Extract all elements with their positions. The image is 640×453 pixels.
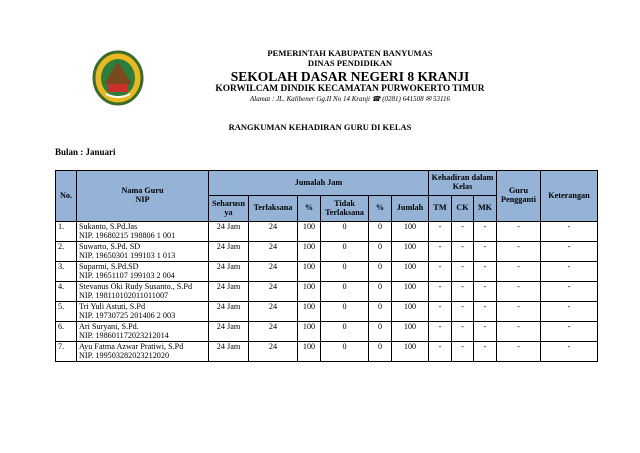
- cell-tm: -: [429, 222, 452, 242]
- cell-jumlah: 100: [392, 222, 429, 242]
- cell-guru: -: [497, 322, 541, 342]
- cell-tidak: 0: [321, 282, 369, 302]
- cell-tidak: 0: [321, 242, 369, 262]
- table-row: [56, 282, 598, 302]
- cell-jumlah: 100: [392, 342, 429, 362]
- cell-tidak: 0: [321, 262, 369, 282]
- attendance-table: [55, 170, 598, 362]
- cell-no: 7.: [56, 342, 77, 362]
- teacher-name: Suparmi, S.Pd.SD: [79, 262, 139, 271]
- dept-name: DINAS PENDIDIKAN: [307, 57, 393, 68]
- cell-pct2: 0: [369, 342, 392, 362]
- cell-ket: -: [541, 302, 598, 322]
- cell-ck: -: [452, 222, 474, 242]
- cell-pct1: 100: [298, 322, 321, 342]
- cell-terlaksana: 24: [249, 302, 298, 322]
- cell-jumlah: 100: [392, 322, 429, 342]
- cell-seharusnya: 24 Jam: [209, 322, 249, 342]
- cell-ck: -: [452, 262, 474, 282]
- table-row: [56, 262, 598, 282]
- cell-no: 4.: [56, 282, 77, 302]
- cell-guru: -: [497, 342, 541, 362]
- cell-tm: -: [429, 242, 452, 262]
- teacher-name: Ari Suryani, S.Pd.: [79, 322, 139, 331]
- cell-mk: -: [474, 322, 497, 342]
- cell-tidak: 0: [321, 222, 369, 242]
- teacher-nip: NIP. 19651107 199103 2 004: [79, 271, 175, 281]
- cell-ket: -: [541, 342, 598, 362]
- cell-tm: -: [429, 302, 452, 322]
- cell-no: 3.: [56, 262, 77, 282]
- cell-terlaksana: 24: [249, 222, 298, 242]
- col-no: No.: [56, 171, 77, 222]
- table-row: [56, 242, 598, 262]
- cell-no: 6.: [56, 322, 77, 342]
- table-row: [56, 302, 598, 322]
- cell-jumlah: 100: [392, 282, 429, 302]
- teacher-name: Tri Yuli Astuti, S.Pd: [79, 302, 146, 311]
- cell-nama: [77, 342, 209, 362]
- cell-nama: [77, 242, 209, 262]
- col-kehadiran: Kehadiran dalam Kelas: [429, 171, 497, 196]
- cell-ket: -: [541, 242, 598, 262]
- report-title: RANGKUMAN KEHADIRAN GURU DI KELAS: [228, 122, 412, 132]
- cell-nama: [77, 262, 209, 282]
- col-tidak-terlaksana: Tidak Terlaksana: [321, 196, 369, 222]
- address: Alamat : JL. Kalibener Gg.II No 14 Kranji ☎ (0281) 641508 ✉ 53116: [250, 95, 450, 104]
- cell-terlaksana: 24: [249, 322, 298, 342]
- col-seharusnya: Seharusnya: [209, 196, 249, 222]
- table-row: [56, 222, 598, 242]
- cell-pct2: 0: [369, 242, 392, 262]
- cell-ck: -: [452, 242, 474, 262]
- cell-seharusnya: 24 Jam: [209, 222, 249, 242]
- letterhead: [200, 49, 500, 103]
- cell-ck: -: [452, 282, 474, 302]
- cell-terlaksana: 24: [249, 262, 298, 282]
- col-jumlah-jam: Jumalah Jam: [209, 171, 429, 196]
- teacher-nip: NIP. 19730725 201406 2 003: [79, 311, 176, 321]
- cell-guru: -: [497, 262, 541, 282]
- teacher-nip: NIP. 199503282023212020: [79, 351, 170, 361]
- cell-guru: -: [497, 282, 541, 302]
- cell-pct2: 0: [369, 262, 392, 282]
- korwilcam-name: KORWILCAM DINDIK KECAMATAN PURWOKERTO TIMUR: [215, 84, 485, 95]
- teacher-nip: NIP. 19680215 198806 1 001: [79, 231, 176, 241]
- cell-seharusnya: 24 Jam: [209, 262, 249, 282]
- col-nama-label: Nama Guru: [121, 186, 164, 196]
- cell-tm: -: [429, 282, 452, 302]
- cell-guru: -: [497, 242, 541, 262]
- cell-seharusnya: 24 Jam: [209, 342, 249, 362]
- cell-pct1: 100: [298, 302, 321, 322]
- col-pct2: %: [369, 196, 392, 222]
- col-keterangan: Keterangan: [541, 171, 598, 222]
- cell-tm: -: [429, 262, 452, 282]
- teacher-name: Stevanus Oki Rudy Susanto., S.Pd: [79, 282, 193, 291]
- cell-no: 2.: [56, 242, 77, 262]
- cell-jumlah: 100: [392, 302, 429, 322]
- cell-pct1: 100: [298, 262, 321, 282]
- cell-mk: -: [474, 262, 497, 282]
- banyumas-logo: [92, 50, 144, 106]
- cell-pct1: 100: [298, 222, 321, 242]
- col-mk: MK: [474, 196, 497, 222]
- cell-guru: -: [497, 222, 541, 242]
- cell-tidak: 0: [321, 342, 369, 362]
- teacher-nip: NIP. 198110102011011007: [79, 291, 169, 301]
- cell-mk: -: [474, 282, 497, 302]
- school-name: SEKOLAH DASAR NEGERI 8 KRANJI: [230, 68, 470, 84]
- cell-jumlah: 100: [392, 262, 429, 282]
- col-nip-label: NIP: [135, 195, 150, 204]
- cell-ck: -: [452, 322, 474, 342]
- teacher-name: Ayu Fatma Azwar Pratiwi, S.Pd: [79, 342, 184, 351]
- table-row: [56, 322, 598, 342]
- col-terlaksana: Terlaksana: [249, 196, 298, 222]
- col-tm: TM: [429, 196, 452, 222]
- cell-nama: [77, 282, 209, 302]
- cell-ket: -: [541, 282, 598, 302]
- teacher-nip: NIP. 19650301 199103 1 013: [79, 251, 176, 261]
- cell-terlaksana: 24: [249, 342, 298, 362]
- col-jumlah: Jumlah: [392, 196, 429, 222]
- col-ck: CK: [452, 196, 474, 222]
- cell-seharusnya: 24 Jam: [209, 302, 249, 322]
- cell-mk: -: [474, 242, 497, 262]
- cell-ket: -: [541, 322, 598, 342]
- cell-seharusnya: 24 Jam: [209, 242, 249, 262]
- cell-seharusnya: 24 Jam: [209, 282, 249, 302]
- cell-pct1: 100: [298, 242, 321, 262]
- cell-no: 1.: [56, 222, 77, 242]
- cell-tidak: 0: [321, 322, 369, 342]
- col-guru-pengganti: Guru Pengganti: [497, 171, 541, 222]
- cell-no: 5.: [56, 302, 77, 322]
- cell-ket: -: [541, 222, 598, 242]
- cell-jumlah: 100: [392, 242, 429, 262]
- cell-guru: -: [497, 302, 541, 322]
- gov-name: PEMERINTAH KABUPATEN BANYUMAS: [267, 48, 433, 58]
- teacher-nip: NIP. 198601172023212014: [79, 331, 169, 341]
- cell-tm: -: [429, 342, 452, 362]
- cell-terlaksana: 24: [249, 242, 298, 262]
- cell-nama: [77, 222, 209, 242]
- cell-ck: -: [452, 342, 474, 362]
- cell-tm: -: [429, 322, 452, 342]
- cell-nama: [77, 322, 209, 342]
- cell-terlaksana: 24: [249, 282, 298, 302]
- month-label: Bulan : Januari: [55, 147, 116, 157]
- cell-tidak: 0: [321, 302, 369, 322]
- cell-pct1: 100: [298, 342, 321, 362]
- cell-mk: -: [474, 342, 497, 362]
- cell-pct2: 0: [369, 282, 392, 302]
- col-pct1: %: [298, 196, 321, 222]
- cell-mk: -: [474, 222, 497, 242]
- cell-pct2: 0: [369, 222, 392, 242]
- table-row: [56, 342, 598, 362]
- cell-ck: -: [452, 302, 474, 322]
- cell-pct1: 100: [298, 282, 321, 302]
- cell-pct2: 0: [369, 302, 392, 322]
- cell-mk: -: [474, 302, 497, 322]
- col-nama: [77, 171, 209, 222]
- cell-nama: [77, 302, 209, 322]
- cell-ket: -: [541, 262, 598, 282]
- teacher-name: Sukanto, S.Pd.Jas: [79, 222, 138, 231]
- teacher-name: Suwarto, S.Pd. SD: [79, 242, 141, 251]
- cell-pct2: 0: [369, 322, 392, 342]
